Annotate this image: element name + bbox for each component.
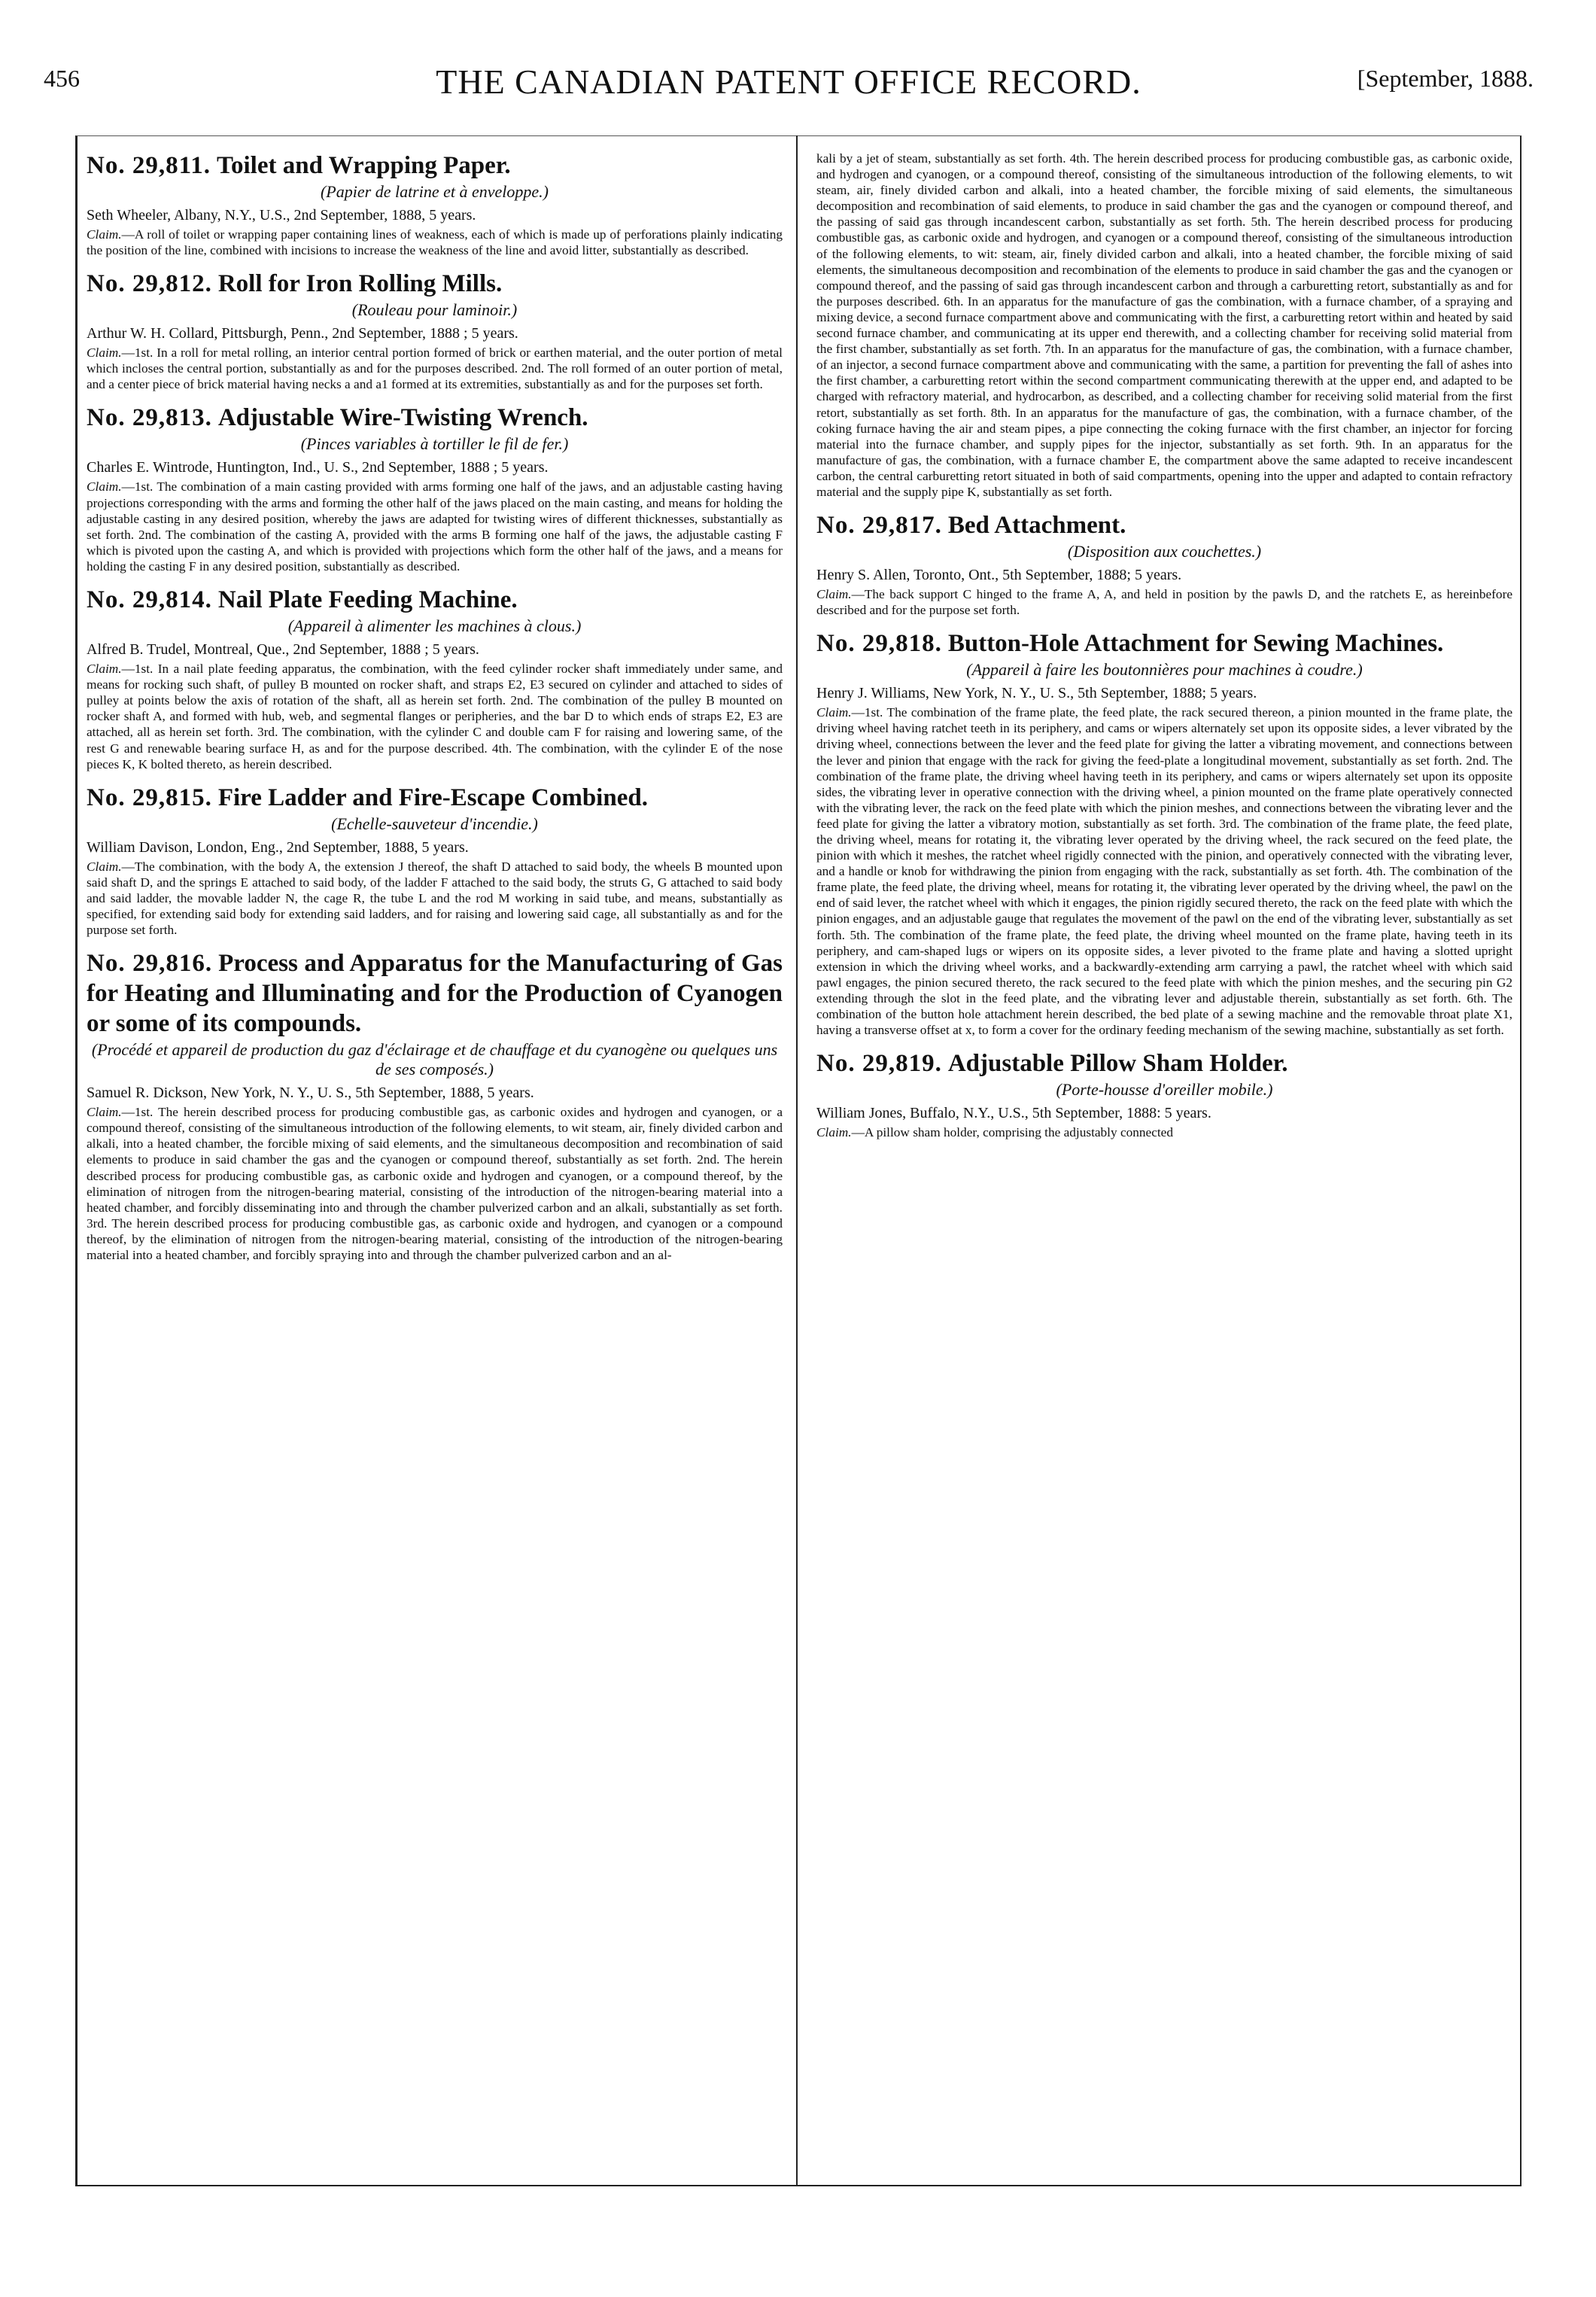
patent-entry-continued <box>816 151 1512 500</box>
issue-date: [September, 1888. <box>1357 65 1534 92</box>
claim-text: —A pillow sham holder, comprising the adjustably connected <box>851 1125 1173 1140</box>
patent-inventor: William Jones, Buffalo, N.Y., U.S., 5th September, 1888: 5 years. <box>816 1105 1211 1122</box>
claim-text: —1st. The combination of the frame plate, the feed plate, the rack secured thereon, a pinion mounted in the frame plate, the driving wheel having ratchet teeth in its periphery, and cams or wipers alternately set upon its opposite sides, a lever vibrated by the driving wheel, connections between the lever and the feed plate for giving the latter a vibrating movement, and connections between the lever and pinion that engage with the rack for giving the feed-plate a longitudinal movement, substantially as set forth. 2nd. The combination of the frame plate, the driving wheel having teeth in its periphery, and cams or wipers alternately set upon its opposite sides, the vibrating lever in operative connection with the driving wheel, a pinion mounted on the frame plate operatively connected with the vibrating lever, the rack on the feed plate with which the pinion meshes, and connections between the vibrating lever and the feed plate for giving the latter a vibratory motion, substantially as set forth. 3rd. The combination of the frame plate, the feed plate, the driving wheel, means for rotating it, the vibrating lever operated by the driving wheel, the rack secured on the feed plate, the pinion with which it meshes, the ratchet wheel rigidly connected with the pinion, and operatively connected with the vibrating lever, and a handle or knob for withdrawing the pinion from engaging with the rack, substantially as set forth. 4th. The combination of the frame plate, the feed plate, the driving wheel, means for rotating it, the vibrating lever operated by the driving wheel, the pawl on the end of said lever, the ratchet wheel with which it engages, the pinion rigidly secured thereto, the rack on the feed plate with which the pinion engages, and an adjustable gauge that regulates the movement of the pawl on the end of the vibrating lever, substantially as set forth. 5th. The combination of the frame plate, the feed plate, the driving wheel mounted on the frame plate, having teeth in its periphery, and cam-shaped lugs or wipers on its opposite sides, a lever pivoted to the frame plate and having a slotted upright extension in which the driving wheel works, and a backwardly-extending arm carrying a pawl, the ratchet wheel with which said pawl engages, the pinion secured thereto, the rack secured to the feed plate with which the pinion meshes, and the securing pin G2 extending through the slot in the feed plate, and the vibrating lever and adjustable therein, substantially as set forth. 6th. The combination of the button hole attachment herein described, the bed plate of a sewing machine and the removable throat plate X1, having a transverse offset at x, to form a cover for the ordinary feeding mechanism of the sewing machine, substantially as set forth. <box>816 705 1512 1038</box>
patent-french-title: (Echelle-sauveteur d'incendie.) <box>331 814 538 833</box>
patent-title: Fire Ladder and Fire-Escape Combined. <box>217 783 648 811</box>
patent-french-title: (Disposition aux couchettes.) <box>1067 542 1262 561</box>
claim-label: Claim. <box>816 1125 852 1140</box>
patent-inventor: Samuel R. Dickson, New York, N. Y., U. S., 5th September, 1888, 5 years. <box>87 1085 534 1102</box>
patent-inventor: Henry S. Allen, Toronto, Ont., 5th September, 1888; 5 years. <box>816 567 1182 584</box>
claim-text: —1st. The combination of a main casting provided with arms forming one half of the jaws, and an adjustable casting having projections corresponding with the arms and forming the other half of the jaws placed on the main casting, and means for holding the adjustable casting in any desired position, whereby the jaws are adapted for twisting wires of different thicknesses, substantially as set forth. 2nd. The combination of the casting A, provided with the arms B forming one half of the jaws, the adjustable casting F which is pivoted upon the casting A, and which is provided with projections which form the other half of the jaws, and a means for holding the casting F in any desired position, substantially as described. <box>87 479 783 573</box>
patent-entry <box>87 403 783 574</box>
patent-inventor: Alfred B. Trudel, Montreal, Que., 2nd September, 1888 ; 5 years. <box>87 641 479 659</box>
patent-number: No. 29,814. <box>87 586 212 614</box>
patent-inventor: Charles E. Wintrode, Huntington, Ind., U. S., 2nd September, 1888 ; 5 years. <box>87 459 549 476</box>
patent-number: No. 29,818. <box>816 630 942 658</box>
patent-number: No. 29,815. <box>87 783 212 811</box>
patent-french-title: (Porte-housse d'oreiller mobile.) <box>1056 1080 1273 1100</box>
page-number: 456 <box>44 65 80 92</box>
patent-number: No. 29,819. <box>816 1050 942 1078</box>
claim-label: Claim. <box>87 227 122 242</box>
patent-french-title: (Pinces variables à tortiller le fil de fer.) <box>300 434 569 454</box>
patent-entry <box>816 1048 1512 1140</box>
patent-number: No. 29,813. <box>87 404 212 432</box>
column-divider <box>796 135 798 2186</box>
patent-french-title: (Appareil à alimenter les machines à clous.) <box>287 616 582 636</box>
patent-inventor: Seth Wheeler, Albany, N.Y., U.S., 2nd September, 1888, 5 years. <box>87 207 476 224</box>
claim-text: —1st. In a roll for metal rolling, an interior central portion formed of brick or earthen material, and the outer portion of metal which incloses the central portion, substantially as and for the purposes described. 2nd. The roll formed of an outer portion of metal, and a center piece of brick material having necks a and a1 formed at its extremities, substantially as and for the purposes set forth. <box>87 345 783 392</box>
page-header <box>44 62 1534 107</box>
patent-french-title: (Procédé et appareil de production du gaz d'éclairage et de chauffage et du cyanogène ou quelques uns de ses composés.) <box>91 1040 778 1079</box>
patent-entry <box>87 269 783 392</box>
claim-label: Claim. <box>87 345 122 361</box>
claim-label: Claim. <box>816 587 852 602</box>
patent-title: Adjustable Pillow Sham Holder. <box>947 1050 1288 1078</box>
patent-title: Toilet and Wrapping Paper. <box>217 152 511 179</box>
right-column <box>816 151 1512 2175</box>
patent-entry <box>87 151 783 258</box>
claim-text: —1st. In a nail plate feeding apparatus, the combination, with the feed cylinder rocker shaft immediately under same, and means for rocking such shaft, of pulley B mounted on rocker shaft, and straps E2, E3 secured on cylinder and attached to sides of pulley at points below the axis of rotation of the shaft, all as herein set forth. 2nd. The combination of the pulley B mounted on rocker shaft A, and formed with hub, web, and segmental flanges or peripheries, and the bar D to which ends of straps E2, E3 are attached, all as herein set forth. 3rd. The combination, with the cylinder C and double cam F for raising and lowering same, of the rest G and renewable bearing surface H, as and for the purpose described. 4th. The combination, with the cylinder E of the nose pieces K, K bolted thereto, as herein described. <box>87 662 783 771</box>
claim-text: —1st. The herein described process for producing combustible gas, as carbonic oxides and hydrogen and cyanogen, or a compound thereof, consisting of the simultaneous introduction of the following elements, to wit steam, air, finely divided carbon and alkali, into a heated chamber, the forcible mixing of said elements, and the simultaneous decomposition and recombination of said elements to produce in said chamber the gas and the cyanogen or compound thereof, substantially as set forth. 2nd. The herein described process for producing combustible gas, as carbonic oxide and hydrogen and cyanogen, or a compound thereof, by the elimination of nitrogen from the nitrogen-bearing material, consisting of the introduction of the nitrogen-bearing material into a heated chamber, and forcibly disseminating into and through the chamber pulverized carbon and an alkali, substantially as set forth. 3rd. The herein described process for producing combustible gas, as carbonic oxide and hydrogen, and cyanogen or a compound thereof, by the elimination of nitrogen from the nitrogen-bearing material, consisting of the introduction of the nitrogen-bearing material into a heated chamber, and forcibly spraying into and through the chamber pulverized carbon and an al- <box>87 1105 783 1262</box>
patent-number: No. 29,812. <box>87 270 212 298</box>
patent-inventor: Henry J. Williams, New York, N. Y., U. S., 5th September, 1888; 5 years. <box>816 685 1257 702</box>
claim-text: —The back support C hinged to the frame A, A, and held in position by the pawls D, and the ratchets E, as hereinbefore described and for the purpose set forth. <box>816 587 1512 618</box>
patent-entry <box>87 948 783 1263</box>
patent-french-title: (Appareil à faire les boutonnières pour machines à coudre.) <box>966 660 1363 680</box>
patent-french-title: (Papier de latrine et à enveloppe.) <box>320 182 549 201</box>
patent-entry <box>816 510 1512 618</box>
claim-label: Claim. <box>816 705 852 720</box>
patent-french-title: (Rouleau pour laminoir.) <box>351 300 518 320</box>
patent-inventor: William Davison, London, Eng., 2nd September, 1888, 5 years. <box>87 838 469 856</box>
patent-title: Roll for Iron Rolling Mills. <box>217 270 503 298</box>
claim-text: —The combination, with the body A, the extension J thereof, the shaft D attached to said body, the wheels B mounted upon said shaft D, and the springs E attached to said body, of the ladder F attached to the said body, the struts G, G attached to said body and said ladder, the movable ladder N, the cage R, the tube L and the rod M working in said tube, and means, substantially as specified, for extending said body for extending said ladders, and for raising and lowering said cage, all substantially as and for the purpose set forth. <box>87 859 783 938</box>
patent-title: Nail Plate Feeding Machine. <box>217 586 518 614</box>
patent-title: Bed Attachment. <box>947 512 1126 540</box>
claim-label: Claim. <box>87 479 122 494</box>
patent-number: No. 29,817. <box>816 512 942 540</box>
patent-title: Adjustable Wire-Twisting Wrench. <box>217 404 588 432</box>
patent-entry <box>816 628 1512 1038</box>
claim-label: Claim. <box>87 662 122 677</box>
patent-title: Process and Apparatus for the Manufacturing of Gas for Heating and Illuminating and for the Production of Cyanogen or some of its compounds. <box>87 950 783 1038</box>
patent-entry <box>87 783 783 938</box>
patent-inventor: Arthur W. H. Collard, Pittsburgh, Penn., 2nd September, 1888 ; 5 years. <box>87 325 518 342</box>
patent-number: No. 29,811. <box>87 152 211 179</box>
journal-title: THE CANADIAN PATENT OFFICE RECORD. <box>436 62 1142 101</box>
claim-label: Claim. <box>87 1105 122 1120</box>
claim-text: —A roll of toilet or wrapping paper containing lines of weakness, each of which is made up of perforations plainly indicating the position of the line, combined with incisions to increase the weakness of the line and avoid litter, substantially as described. <box>87 227 783 258</box>
patent-number: No. 29,816. <box>87 950 213 978</box>
patent-title: Button-Hole Attachment for Sewing Machines. <box>947 630 1444 658</box>
left-column <box>87 151 783 2175</box>
claim-label: Claim. <box>87 859 122 874</box>
patent-entry <box>87 585 783 772</box>
claim-text-continued: kali by a jet of steam, substantially as set forth. 4th. The herein described process for producing combustible gas, as carbonic oxide, and hydrogen and cyanogen, or a compound thereof, consisting of the simultaneous introduction of the following elements, to wit steam, air, finely divided carbon and alkali, into a heated chamber, the forcible mixing of said elements, the simultaneous decomposition and recombination of said elements, to produce in said chamber the gas and the cyanogen or compound thereof, and the passing of said gas through incandescent carbon, substantially as set forth. 5th. The herein described process for producing combustible gas, as carbonic oxide and hydrogen, and cyanogen or a compound thereof, consisting of the simultaneous introduction of the following elements, to wit: steam, air, finely divided carbon and alkali, into a heated chamber, the forcible mixing of said elements, the simultaneous decomposition and recombination of the elements to produce in said chamber the gas and the cyanogen or compound thereof, and the passing of said gas through incandescent carbon and through a carburetting retort, substantially as and for the purposes described. 6th. In an apparatus for the manufacture of gas the combination, with a furnace chamber, of a spraying and mixing device, a second furnace compartment above and communicating with the first, a carburetting retort within and heated by said second furnace chamber, and communicating at its upper end therewith, and a collecting chamber for receiving solid material from the first chamber, substantially as set forth. 7th. In an apparatus for the manufacture of gas, the combination, with a furnace chamber, of an injector, a second furnace compartment above and communicating with the same, a partition for preventing the fall of ashes into the first chamber, a carburetting retort within the second compartment communicating therewith at the upper end, and adapted to be charged with refractory material, and hydrocarbon, as described, and a collecting chamber for receiving solid material from the first retort, substantially as set forth. 8th. In an apparatus for the manufacture of gas, the combination, with a furnace chamber, of the coking furnace having the air and steam pipes, a pipe connecting the coking furnace with the first chamber, an injector for forcing material into the furnace chamber, and supply pipes for the injector, substantially as set forth. 9th. In an apparatus for the manufacture of gas, the combination, with a furnace chamber E, the compartment above the same adapted to receive incandescent carbon, the central carburetting retort situated in both of said compartments, opening into the upper and adapted to contain refractory material and the supply pipe K, substantially as set forth. <box>816 151 1512 499</box>
